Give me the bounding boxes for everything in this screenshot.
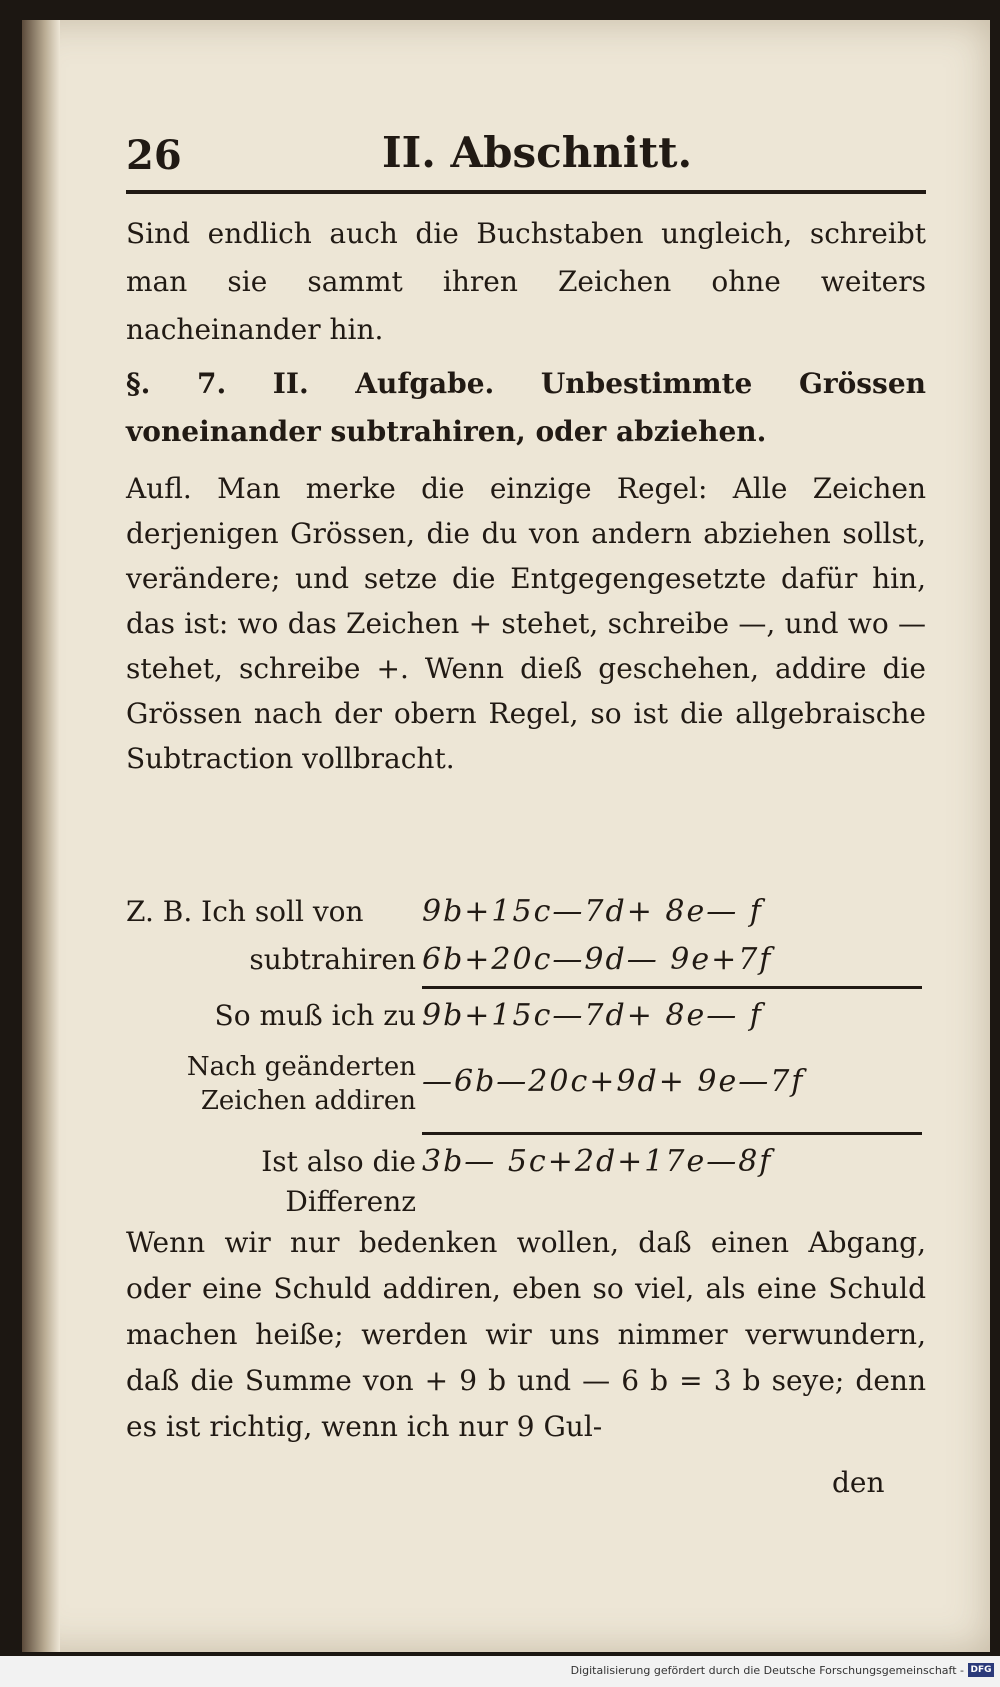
catchword: den [832, 1466, 885, 1499]
example-label: Ist also die Differenz [261, 1145, 416, 1218]
example-label: So muß ich zu [214, 999, 416, 1032]
paragraph-rule: Aufl. Man merke die einzige Regel: Alle Zeichen derjenigen Grössen, die du von andern abziehen sollst, verändere; und setze die Entgegengesetzte dafür hin, das ist: wo das Zeichen + stehet, schreibe —, und wo — stehet, schreibe +. Wenn dieß geschehen, addire die Grössen nach der obern Regel, so ist die allgebraische Subtraction vollbracht. [126, 472, 926, 775]
header-rule [126, 190, 926, 194]
footer-credit: Digitalisierung gefördert durch die Deutsche Forschungsgemeinschaft - [570, 1664, 964, 1677]
example-expression: 6b+20c—9d— 9e+7f [422, 942, 773, 977]
example-label: Z. B. Ich soll von [126, 895, 364, 928]
example-label: subtrahiren [249, 943, 416, 976]
example-expression: 9b+15c—7d+ 8e— f [422, 998, 763, 1033]
example-expression: 3b— 5c+2d+17e—8f [422, 1144, 773, 1179]
page-number: 26 [126, 132, 182, 179]
book-page [22, 20, 990, 1652]
example-expression: —6b—20c+9d+ 9e—7f [422, 1064, 805, 1099]
section-heading: §. 7. II. Aufgabe. Unbestimmte Grössen voneinander subtrahiren, oder abziehen. [126, 367, 926, 448]
paragraph-explanation: Wenn wir nur bedenken wollen, daß einen Abgang, oder eine Schuld addiren, eben so viel, als eine Schuld machen heiße; werden wir uns nimmer verwundern, daß die Summe von + 9 b und — 6 b = 3 b seye; denn es ist richtig, wenn ich nur 9 Gul- [126, 1226, 926, 1443]
page-text-area [22, 20, 990, 1652]
example-rule [422, 1132, 922, 1135]
running-title: II. Abschnitt. [382, 128, 693, 177]
example-label: Nach geänderten Zeichen addiren [186, 1052, 416, 1116]
example-expression: 9b+15c—7d+ 8e— f [422, 894, 763, 929]
paragraph-1: Sind endlich auch die Buchstaben ungleich, schreibt man sie sammt ihren Zeichen ohne weiters nacheinander hin. [126, 217, 926, 346]
example-rule [422, 986, 922, 989]
dfg-logo: DFG [968, 1663, 994, 1677]
